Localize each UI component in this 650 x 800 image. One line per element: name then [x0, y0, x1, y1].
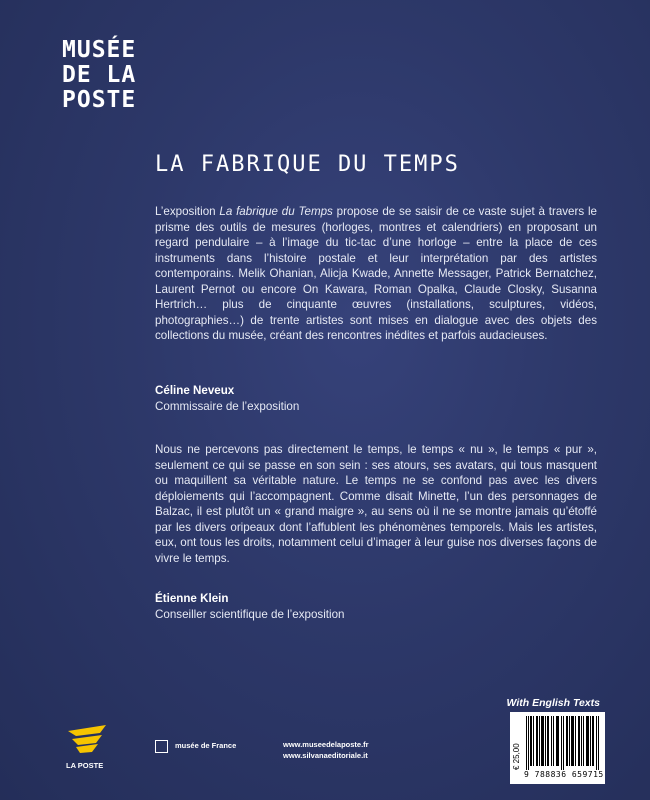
exhibition-title-italic: La fabrique du Temps: [219, 205, 333, 218]
la-poste-label: LA POSTE: [66, 761, 104, 770]
author-1-role: Commissaire de l’exposition: [155, 399, 300, 413]
intro-text-rest: propose de se saisir de ce vaste sujet à travers le prisme des outils de mesures (horloges, montres et calendriers) en proposant un regard pendulaire – à l’image du tic-tac d’une horloge – entre la place de ces instruments dans l’histoire postale et leur interprétation par des artistes contemporains. Melik Ohanian, Alicja Kwade, Annette Messager, Patrick Bernatchez, Laurent Pernot ou encore On Kawara, Roman Opalka, Claude Closky, Susanna Hertrich… plus de cinquante œuvres (installations, sculptures, vidéos, photographies…) de trente artistes sont mises en dialogue avec des objets des collections du musée, créant des rencontres inédites et parfois audacieuses.: [155, 205, 597, 342]
isbn-number: 9 788836 659715: [524, 770, 604, 779]
musee-de-france-icon: [155, 740, 168, 753]
logo-line-2: DE LA: [62, 62, 137, 88]
book-title: LA FABRIQUE DU TEMPS: [155, 152, 460, 177]
price-text: € 25,00: [512, 743, 521, 770]
price-label: [512, 722, 524, 772]
musee-de-la-poste-logo: [62, 38, 152, 113]
logo-line-1: MUSÉE: [62, 37, 137, 63]
intro-paragraph: [155, 204, 597, 344]
museum-website-link[interactable]: www.museedelaposte.fr: [283, 740, 369, 749]
la-poste-logo-icon: [62, 723, 112, 763]
publisher-website-link[interactable]: www.silvanaeditoriale.it: [283, 751, 368, 760]
barcode-icon: [526, 716, 602, 770]
intro-text-start: L’exposition: [155, 205, 220, 218]
logo-line-3: POSTE: [62, 87, 137, 113]
author-2-name: Étienne Klein: [155, 592, 229, 605]
author-block-1: [155, 383, 299, 414]
author-block-2: [155, 591, 344, 622]
english-texts-note: With English Texts: [506, 697, 600, 709]
author-2-role: Conseiller scientifique de l’exposition: [155, 607, 345, 621]
barcode-label: [510, 712, 605, 784]
author-1-name: Céline Neveux: [155, 384, 235, 397]
musee-de-france-label: musée de France: [175, 741, 237, 750]
second-paragraph: Nous ne percevons pas directement le temps, le temps « nu », le temps « pur », seulement ce qui se passe en son sein : ses atours, ses avatars, qui tous masquent ou maquillent sa véritable nature. Le temps ne se confond pas avec les divers déploiements qui l’accompagnent. Comme disait Minette, l’un des personnages de Balzac, il est plutôt un « grand maigre », au sens où il ne se montre jamais qu’étoffé par les divers oripeaux dont l’affublent les phénomènes temporels. Mais les artistes, eux, ont tous les droits, notamment celui d’imager à leur guise nos diverses façons de vivre le temps.: [155, 443, 597, 565]
